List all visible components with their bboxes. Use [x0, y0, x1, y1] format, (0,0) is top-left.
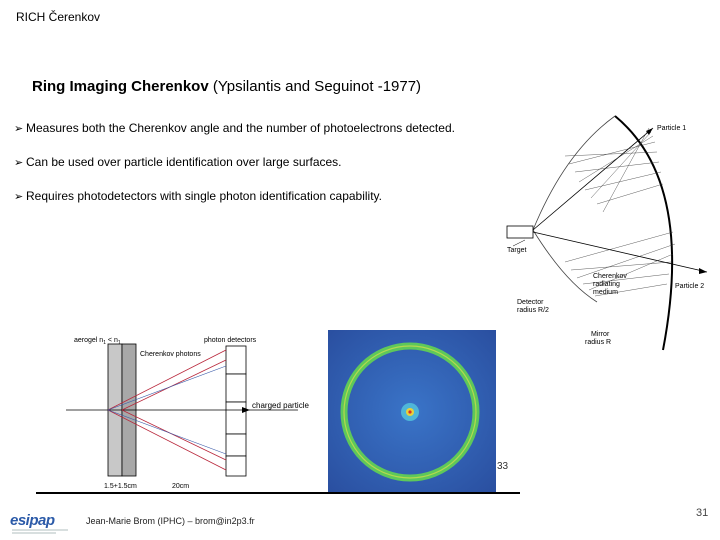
arrow-bullet-icon: ➢: [14, 157, 24, 169]
label-dim-1: 1.5+1.5cm: [104, 483, 137, 490]
label-cherenkov-3: medium: [593, 289, 618, 296]
label-dim-2: 20cm: [172, 483, 190, 490]
bullet-text: Measures both the Cherenkov angle and the number of photoelectrons detected.: [26, 121, 455, 135]
label-charged-particle: charged particle: [252, 401, 309, 410]
label-cherenkov-1: Cherenkov: [593, 273, 627, 280]
esipap-logo: esipap: [10, 512, 55, 529]
cherenkov-ring-image: [328, 330, 496, 492]
label-cherenkov-2: radiating: [593, 281, 620, 288]
label-detector-2: radius R/2: [517, 307, 549, 314]
bullet-text: Requires photodetectors with single photon identification capability.: [26, 189, 382, 203]
photon-rays-lower: [565, 232, 675, 296]
label-mirror-1: Mirror: [591, 331, 610, 338]
slide-title-bold: Ring Imaging Cherenkov: [32, 78, 209, 95]
page-number: 31: [696, 507, 709, 519]
particle2-arrow: [699, 268, 707, 274]
photon-rays-upper: [565, 128, 663, 212]
label-cherenkov-photons: Cherenkov photons: [140, 351, 201, 358]
particle1-track: [533, 128, 653, 230]
label-target: Target: [507, 247, 527, 254]
arrow-bullet-icon: ➢: [14, 191, 24, 203]
footer-author: Jean-Marie Brom (IPHC) – brom@in2p3.fr: [86, 516, 255, 526]
aerogel-rich-figure: [66, 330, 334, 492]
logo-subtitle-lines: [12, 528, 72, 534]
arrow-bullet-icon: ➢: [14, 123, 24, 135]
label-aerogel: aerogel $n_1 < n_1$: [74, 337, 121, 346]
detector-arc-upper: [533, 116, 615, 230]
label-mirror-2: radius R: [585, 339, 612, 346]
slide-title: [32, 78, 421, 95]
mirror-arc: [615, 116, 672, 350]
label-particle1: Particle 1: [657, 125, 687, 132]
target-box: [507, 226, 533, 238]
figure-number-label: 33: [497, 461, 509, 472]
slide-title-rest: (Ypsilantis and Seguinot -1977): [208, 78, 422, 95]
bullet-item: [14, 155, 342, 169]
bullet-text: Can be used over particle identification over large surfaces.: [26, 155, 342, 169]
bullet-item: [14, 189, 382, 203]
header-title: RICH Čerenkov: [16, 10, 101, 24]
bullet-item: [14, 121, 455, 135]
detector-arc-lower: [533, 230, 597, 302]
label-photon-detectors: photon detectors: [204, 337, 257, 344]
label-detector-1: Detector: [517, 299, 544, 306]
label-particle2: Particle 2: [675, 283, 705, 290]
rich-geometry-figure: [505, 112, 720, 352]
figure-baseline: [36, 492, 520, 494]
